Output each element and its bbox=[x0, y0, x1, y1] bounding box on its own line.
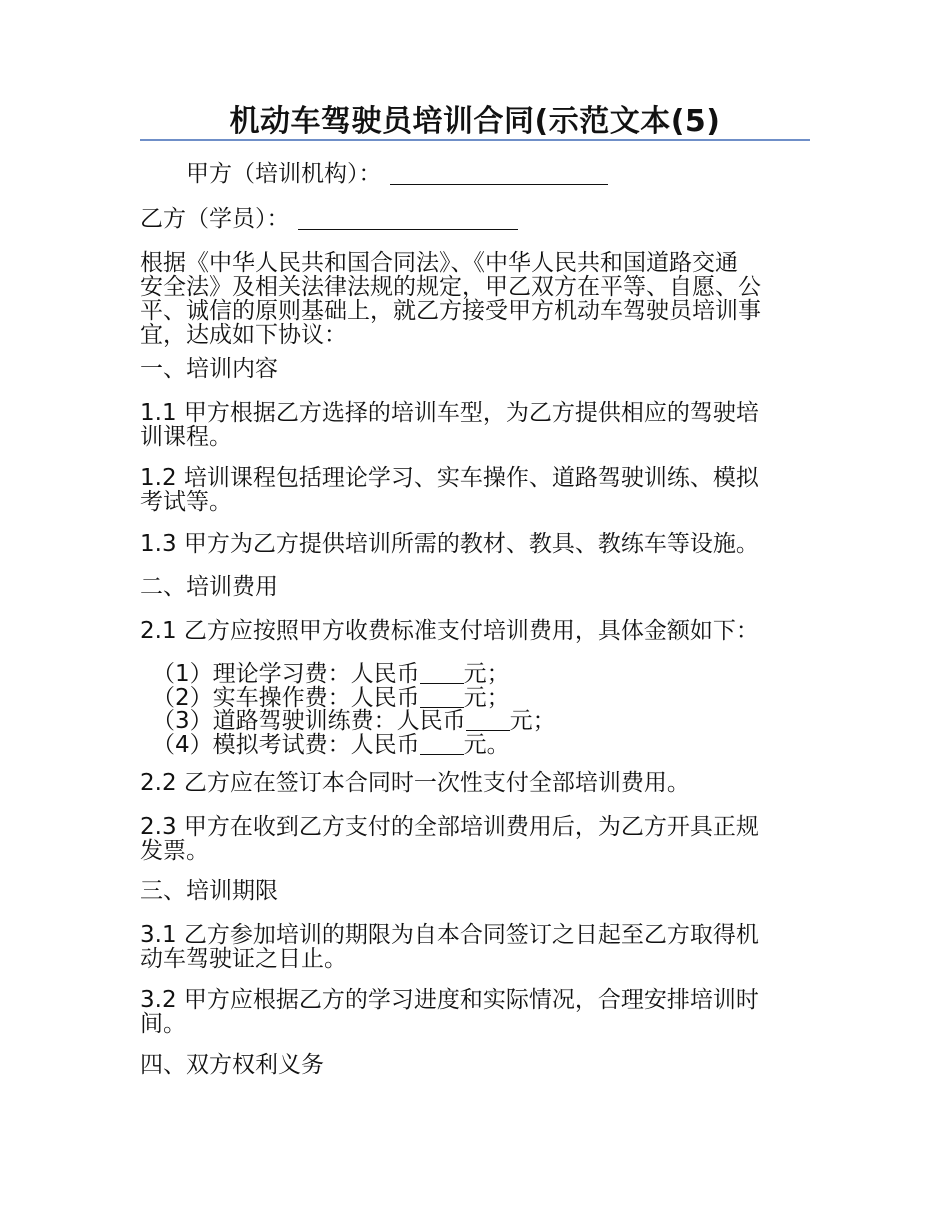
section-2-heading: 二、培训费用 bbox=[140, 574, 278, 600]
fee-item bbox=[152, 684, 822, 711]
clause-line: 考试等。 bbox=[140, 489, 232, 515]
preamble-paragraph bbox=[140, 251, 810, 347]
fee-item bbox=[152, 731, 822, 758]
title-underline bbox=[140, 139, 810, 141]
clause-1-1 bbox=[140, 401, 810, 449]
party-a-label: 甲方（培训机构）： bbox=[186, 161, 382, 187]
fee-item bbox=[152, 710, 822, 734]
fee-suffix: 元； bbox=[463, 684, 510, 711]
clause-line: 1.2 培训课程包括理论学习、实车操作、道路驾驶训练、模拟 bbox=[140, 465, 759, 491]
clause-line: 3.1 乙方参加培训的期限为自本合同签订之日起至乙方取得机 bbox=[140, 922, 759, 948]
fee-label: （3）道路驾驶训练费：人民币 bbox=[152, 708, 466, 734]
clause-3-1 bbox=[140, 923, 810, 971]
clause-line: 发票。 bbox=[140, 838, 209, 864]
clause-2-1 bbox=[140, 619, 810, 643]
clause-line: 2.1 乙方应按照甲方收费标准支付培训费用，具体金额如下： bbox=[140, 618, 759, 644]
fee-suffix: 元。 bbox=[463, 731, 510, 758]
clause-line: 1.3 甲方为乙方提供培训所需的教材、教具、教练车等设施。 bbox=[140, 531, 759, 557]
preamble-line: 宜，达成如下协议： bbox=[140, 322, 347, 348]
clause-line: 3.2 甲方应根据乙方的学习进度和实际情况，合理安排培训时 bbox=[140, 987, 759, 1013]
clause-line: 2.2 乙方应在签订本合同时一次性支付全部培训费用。 bbox=[140, 770, 690, 796]
fee-suffix: 元； bbox=[463, 661, 510, 687]
preamble-line: 安全法》及相关法律法规的规定，甲乙双方在平等、自愿、公 bbox=[140, 274, 761, 300]
fee-label: （4）模拟考试费：人民币 bbox=[152, 731, 420, 758]
clause-2-2 bbox=[140, 771, 810, 795]
fee-suffix: 元； bbox=[509, 708, 556, 734]
clause-line: 2.3 甲方在收到乙方支付的全部培训费用后，为乙方开具正规 bbox=[140, 814, 759, 840]
fee-amount-blank[interactable] bbox=[466, 730, 510, 731]
document-title: 机动车驾驶员培训合同(示范文本(5) bbox=[229, 104, 721, 139]
party-a-line bbox=[186, 162, 746, 186]
party-b-line bbox=[140, 207, 810, 231]
section-1-heading: 一、培训内容 bbox=[140, 356, 278, 382]
party-a-blank[interactable] bbox=[390, 184, 608, 185]
section-3-heading: 三、培训期限 bbox=[140, 878, 278, 904]
fee-label: （1）理论学习费：人民币 bbox=[152, 661, 420, 687]
clause-line: 间。 bbox=[140, 1011, 186, 1037]
fee-amount-blank[interactable] bbox=[420, 754, 464, 755]
clause-line: 动车驾驶证之日止。 bbox=[140, 946, 347, 972]
preamble-line: 根据《中华人民共和国合同法》、《中华人民共和国道路交通 bbox=[140, 250, 738, 276]
fee-amount-blank[interactable] bbox=[420, 683, 464, 684]
clause-3-2 bbox=[140, 988, 810, 1036]
clause-1-3 bbox=[140, 532, 810, 556]
clause-line: 训课程。 bbox=[140, 424, 232, 450]
clause-2-3 bbox=[140, 815, 810, 863]
clause-line: 1.1 甲方根据乙方选择的培训车型，为乙方提供相应的驾驶培 bbox=[140, 400, 759, 426]
preamble-line: 平、诚信的原则基础上，就乙方接受甲方机动车驾驶员培训事 bbox=[140, 298, 761, 324]
party-b-label: 乙方（学员）： bbox=[140, 206, 290, 232]
clause-1-2 bbox=[140, 466, 810, 514]
fee-item bbox=[152, 663, 822, 687]
fee-label: （2）实车操作费：人民币 bbox=[152, 684, 420, 711]
fee-list bbox=[152, 663, 822, 757]
section-4-heading: 四、双方权利义务 bbox=[140, 1052, 324, 1078]
fee-amount-blank[interactable] bbox=[420, 707, 464, 708]
party-b-blank[interactable] bbox=[298, 229, 518, 230]
